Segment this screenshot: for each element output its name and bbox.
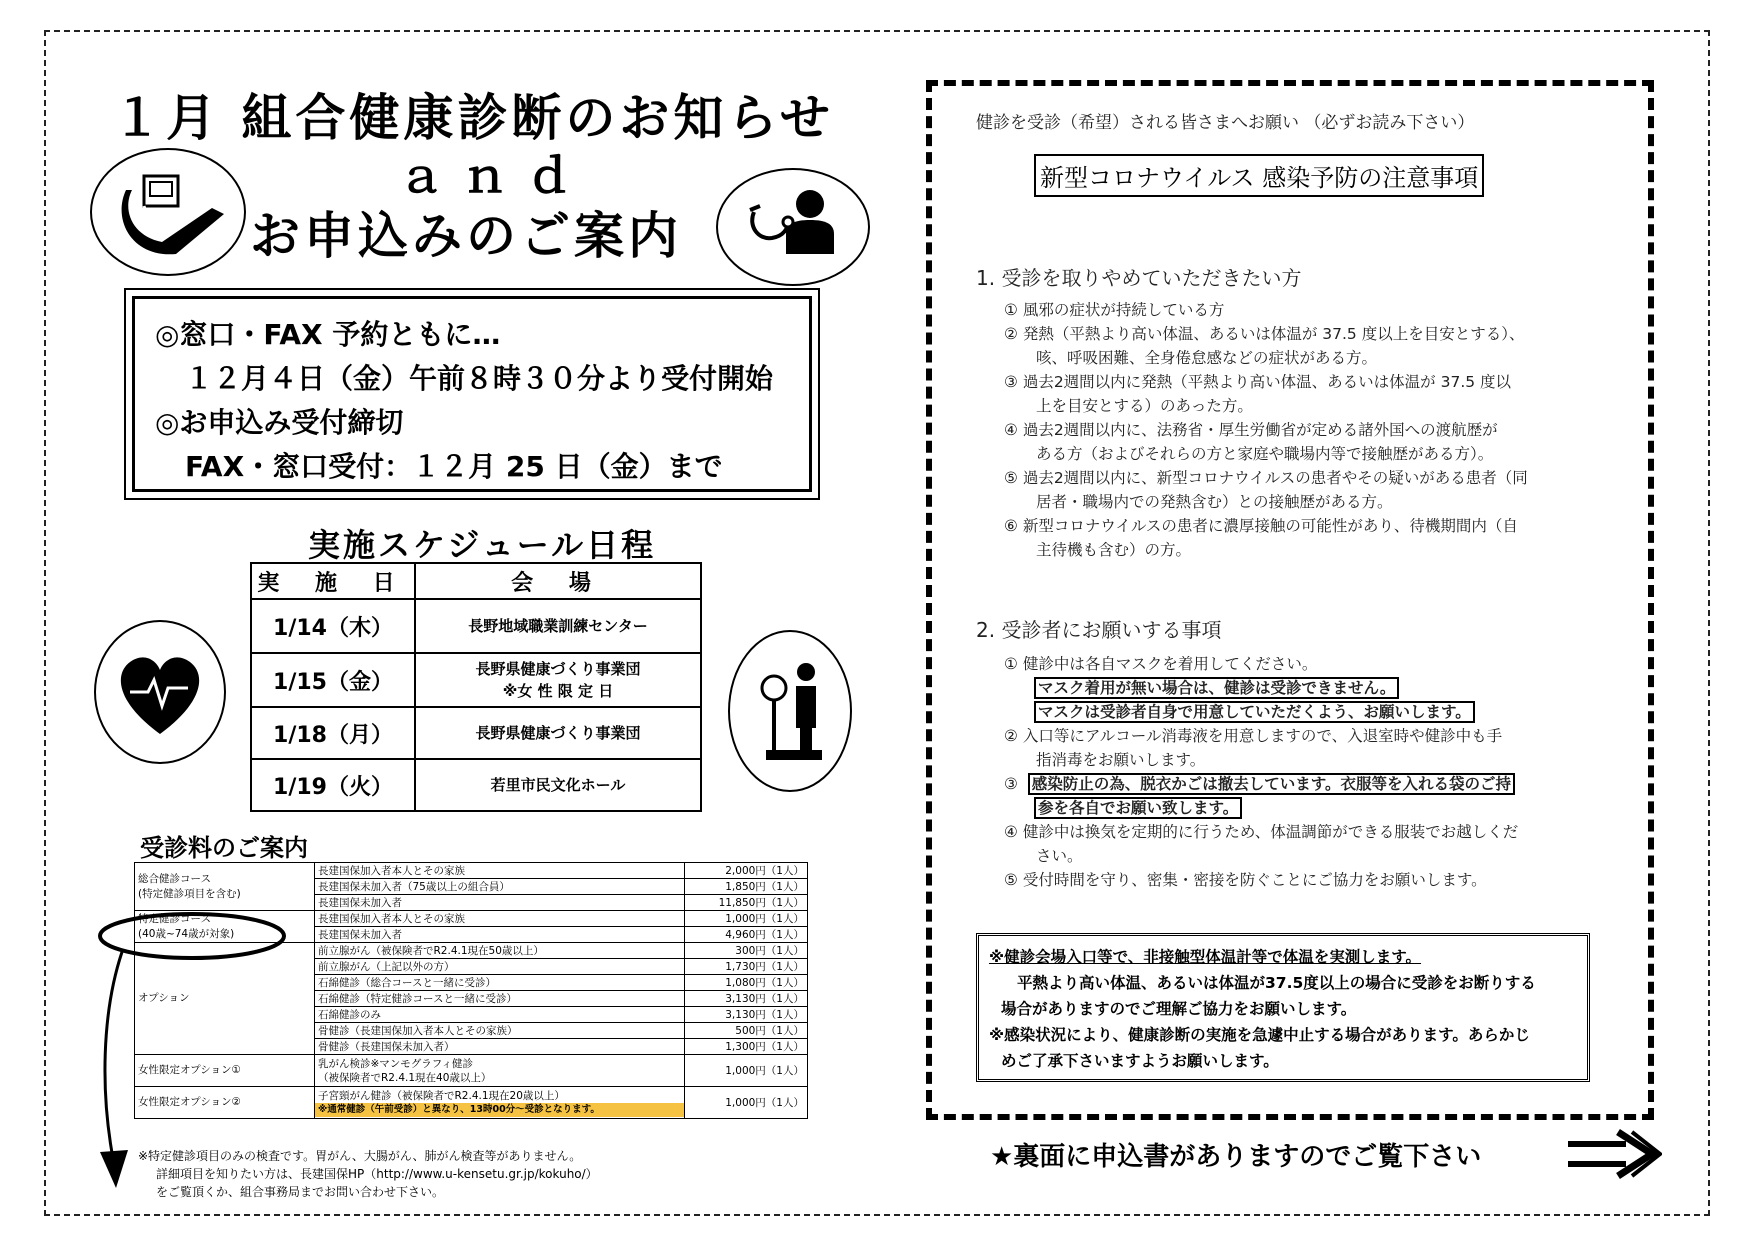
warning-line: 場合がありますのでご理解ご協力をお願いします。 [1001,1000,1357,1018]
double-arrow-right-icon [1566,1128,1662,1180]
schedule-header-date: 実 施 日 [251,563,415,599]
section2-item: ② 入口等にアルコール消毒液を用意しますので、入退室時や健診中も手 [1004,727,1503,745]
section1-item: 主待機も含む）の方。 [1036,541,1192,559]
section2-item: さい。 [1036,847,1083,865]
section1-item: ② 発熱（平熱より高い体温、あるいは体温が 37.5 度以上を目安とする）、 [1004,325,1525,343]
fee-price: 1,000円（1人） [685,1087,808,1119]
fee-item: 長建国保加入者本人とその家族 [315,911,685,927]
reservation-notice-box [124,288,820,500]
mask-self-provide-notice: マスクは受診者自身で用意していただくよう、お願いします。 [1034,701,1475,723]
schedule-date: 1/18（月） [251,707,415,759]
section1-item: ⑤ 過去2週間以内に、新型コロナウイルスの患者やその疑いがある患者（同 [1004,469,1528,487]
schedule-header-row [251,563,701,599]
fee-category-sogo: 総合健診コース [138,872,211,885]
fee-price: 3,130円（1人） [685,1007,808,1023]
request-title: 健診を受診（希望）される皆さまへお願い （必ずお読み下さい） [976,113,1475,133]
fee-item: 長建国保未加入者 [315,895,685,911]
schedule-venue: 若里市民文化ホール [415,759,701,811]
fee-item: 骨健診（長建国保未加入者） [315,1039,685,1055]
back-side-note: ★裏面に申込書がありますのでご覧下さい [990,1142,1482,1172]
fee-price: 4,960円（1人） [685,927,808,943]
page-title-line1: １月 組合健康診断のお知らせ [112,89,834,147]
schedule-venue: 長野県健康づくり事業団 [475,660,641,678]
notice-line-start: １２月４日（金）午前８時３０分より受付開始 [185,362,774,395]
fee-row [135,863,808,879]
fee-item: 長建国保加入者本人とその家族 [315,863,685,879]
section2-item-3 [1004,772,1518,796]
section2-item-3-num: ③ [1004,775,1018,793]
fee-price: 500円（1人） [685,1023,808,1039]
schedule-title: 実施スケジュール日程 [308,526,657,564]
fee-item: 骨健診（長建国保加入者本人とその家族） [315,1023,685,1039]
fee-item: 石綿健診（総合コースと一緒に受診） [315,975,685,991]
fee-category-female1: 女性限定オプション① [135,1055,315,1087]
section1-item: 咳、呼吸困難、全身倦怠感などの症状がある方。 [1036,349,1378,367]
schedule-date: 1/19（火） [251,759,415,811]
schedule-venue: 長野地域職業訓練センター [415,599,701,653]
fee-title: 受診料のご案内 [140,834,308,862]
section2-item: 指消毒をお願いします。 [1036,751,1206,769]
fee-footnote-2: 詳細項目を知りたい方は、長建国保HP（http://www.u-kensetu.gr.jp/kokuho/） [156,1167,598,1181]
fee-footnote-1: ※特定健診項目のみの検査です。胃がん、大腸がん、肺がん検査等がありません。 [138,1149,582,1163]
fee-category-female2: 女性限定オプション② [135,1087,315,1119]
fee-item-highlight-note: ※通常健診（午前受診）と異なり、13時00分～受診となります。 [315,1103,684,1117]
fee-price: 1,730円（1人） [685,959,808,975]
fee-price: 1,850円（1人） [685,879,808,895]
notice-line-window-fax: ◎窓口・FAX 予約ともに… [155,318,501,351]
fee-footnote-3: をご覧頂くか、組合事務局までお問い合わせ下さい。 [156,1185,445,1199]
fee-category-option: オプション [135,943,315,1055]
basket-removed-notice: 感染防止の為、脱衣かごは撤去しています。衣服等を入れる袋のご持 [1028,773,1515,795]
fee-price: 300円（1人） [685,943,808,959]
fee-price: 11,850円（1人） [685,895,808,911]
section2-item: ⑤ 受付時間を守り、密集・密接を防ぐことにご協力をお願いします。 [1004,871,1487,889]
schedule-row [251,653,701,707]
fee-item-sub: （被保険者でR2.4.1現在40歳以上） [318,1071,492,1084]
fee-price: 3,130円（1人） [685,991,808,1007]
mask-required-notice: マスク着用が無い場合は、健診は受診できません。 [1034,677,1399,699]
bag-notice: 参を各自でお願い致します。 [1034,797,1242,819]
section1-item: 居者・職場内での発熱含む）との接触歴がある方。 [1036,493,1393,511]
fee-price: 1,000円（1人） [685,1055,808,1087]
fee-category-tokutei-sub: (40歳~74歳が対象) [138,927,235,940]
section2-item: ① 健診中は各自マスクを着用してください。 [1004,655,1318,673]
schedule-venue-note: ※女 性 限 定 日 [502,682,614,700]
fee-item: 石綿健診のみ [315,1007,685,1023]
notice-line-deadline: FAX・窓口受付：１２月 25 日（金）まで [185,450,723,483]
schedule-table [250,562,702,812]
fee-price: 1,080円（1人） [685,975,808,991]
section1-item: 上を目安とする）のあった方。 [1036,397,1253,415]
schedule-date: 1/15（金） [251,653,415,707]
notice-line-deadline-label: ◎お申込み受付締切 [155,406,404,439]
height-scale-icon [728,630,852,792]
section2-box-wrap [1004,676,1518,700]
schedule-header-venue: 会 場 [415,563,701,599]
schedule-venue: 長野県健康づくり事業団 [415,707,701,759]
blood-pressure-monitor-icon [90,148,246,276]
warning-line: ※健診会場入口等で、非接触型体温計等で体温を実測します。 [989,948,1422,966]
warning-line: めご了承下さいますようお願いします。 [1001,1052,1279,1070]
schedule-row [251,599,701,653]
section2-list [1004,652,1518,892]
section1-title: 1. 受診を取りやめていただきたい方 [976,266,1302,290]
section1-item: ④ 過去2週間以内に、法務省・厚生労働省が定める諸外国への渡航歴が [1004,421,1498,439]
schedule-venue-cell [415,653,701,707]
fee-item: 乳がん検診※マンモグラフィ健診 [318,1057,473,1070]
page-title-line2: ａｎｄ [398,149,590,203]
fee-item: 前立腺がん（上記以外の方） [315,959,685,975]
fee-item: 石綿健診（特定健診コースと一緒に受診） [315,991,685,1007]
section1-item: ある方（およびそれらの方と家庭や職場内等で接触歴がある方）。 [1036,445,1494,463]
section1-item: ① 風邪の症状が持続している方 [1004,301,1225,319]
section1-list [1004,298,1528,562]
fee-item: 前立腺がん（被保険者でR2.4.1現在50歳以上） [315,943,685,959]
doctor-stethoscope-icon [716,168,870,286]
schedule-row [251,707,701,759]
warning-line: 平熱より高い体温、あるいは体温が37.5度以上の場合に受診をお断りする [1017,974,1536,992]
section1-item: ⑥ 新型コロナウイルスの患者に濃厚接触の可能性があり、待機期間内（自 [1004,517,1518,535]
fee-item-cell [315,1087,685,1119]
section2-box-wrap [1004,700,1518,724]
fee-price: 2,000円（1人） [685,863,808,879]
fee-category-tokutei: 特定健診コース [138,912,211,925]
fee-item: 長建国保未加入者 [315,927,685,943]
fee-item: 長建国保未加入者（75歳以上の組合員） [315,879,685,895]
corona-title: 新型コロナウイルス 感染予防の注意事項 [1034,154,1484,197]
schedule-date: 1/14（木） [251,599,415,653]
section2-box-wrap [1004,796,1518,820]
fee-item: 子宮頸がん健診（被保険者でR2.4.1現在20歳以上） [318,1089,565,1102]
page-title-line3: お申込みのご案内 [250,207,682,265]
warning-line: ※感染状況により、健康診断の実施を急遽中止する場合があります。あらかじ [989,1026,1530,1044]
heart-pulse-icon [94,620,226,764]
fee-price: 1,300円（1人） [685,1039,808,1055]
section2-title: 2. 受診者にお願いする事項 [976,618,1222,642]
fee-category-sogo-sub: (特定健診項目を含む) [138,887,241,900]
section2-item: ④ 健診中は換気を定期的に行うため、体温調節ができる服装でお越しくだ [1004,823,1519,841]
fee-item-cell [315,1055,685,1087]
schedule-row [251,759,701,811]
fee-price: 1,000円（1人） [685,911,808,927]
section1-item: ③ 過去2週間以内に発熱（平熱より高い体温、あるいは体温が 37.5 度以 [1004,373,1512,391]
temperature-warning-box [976,933,1590,1082]
